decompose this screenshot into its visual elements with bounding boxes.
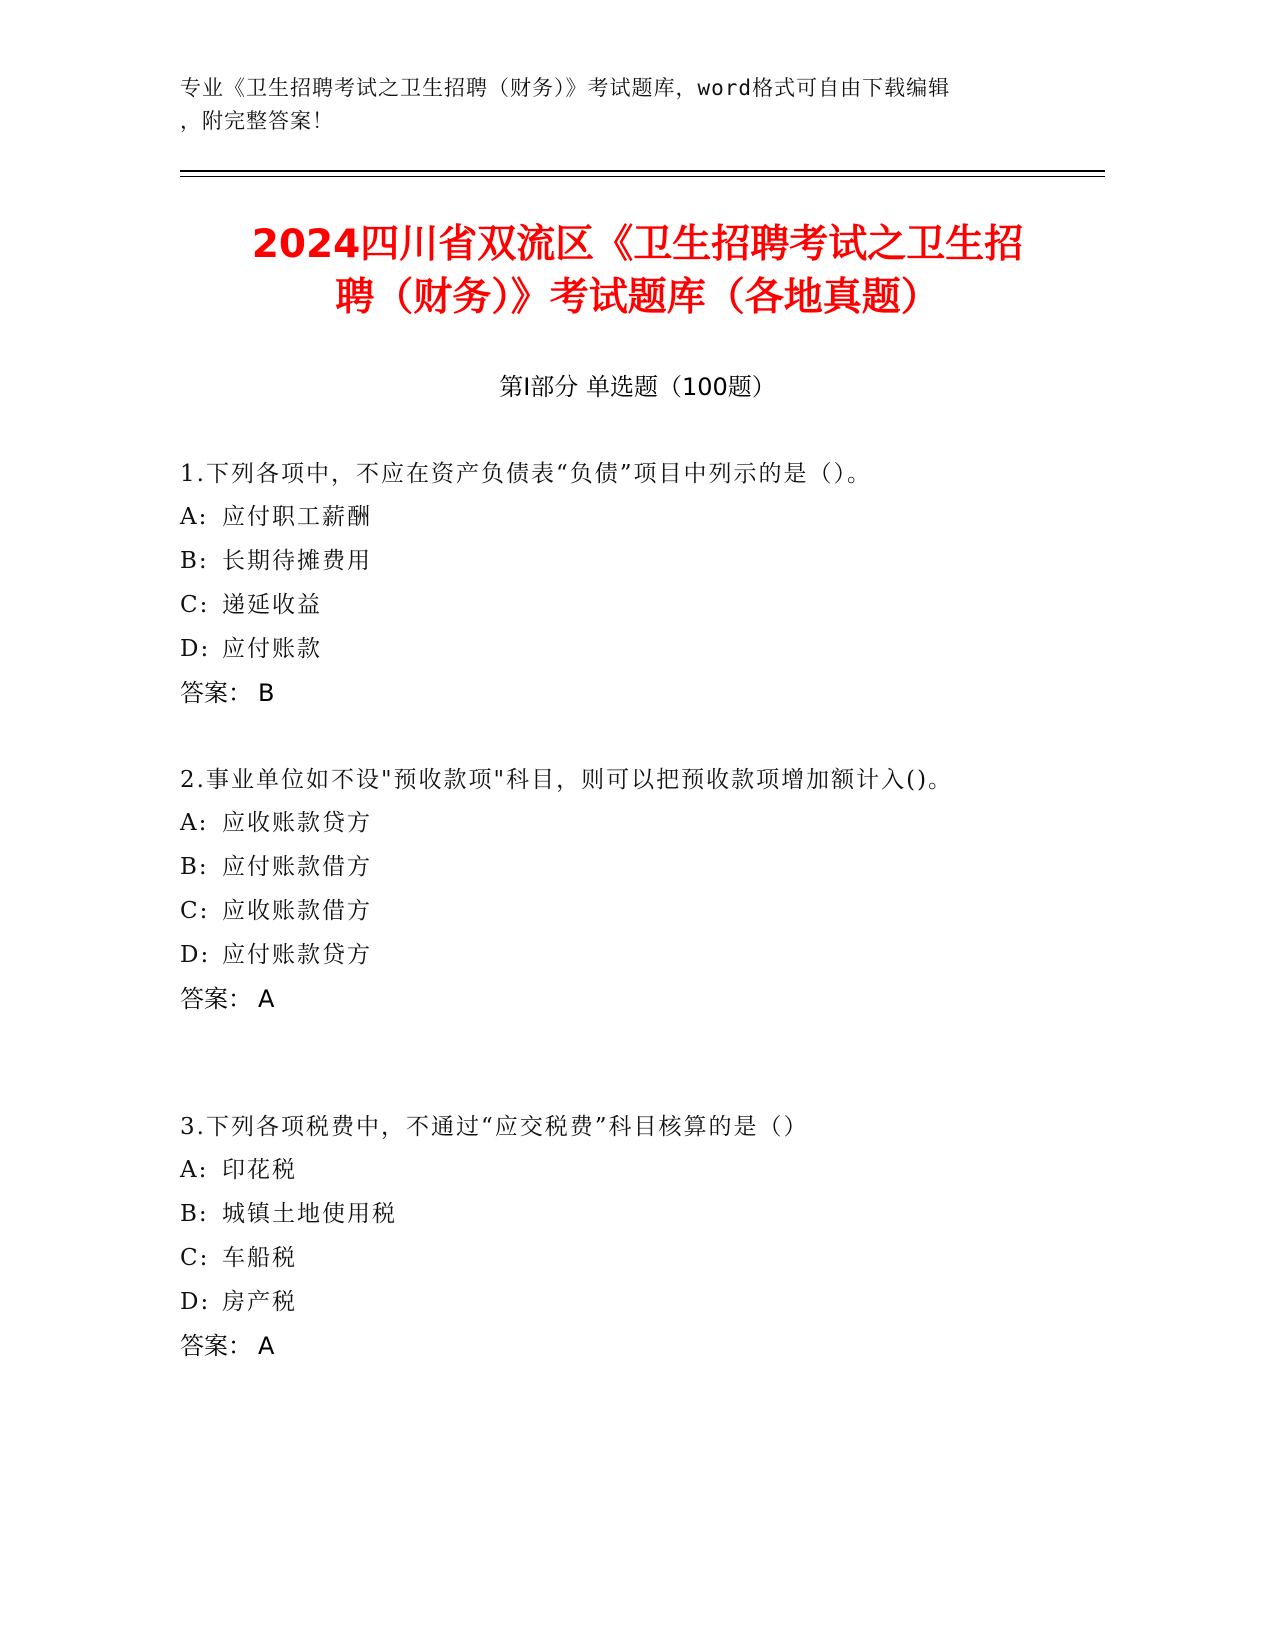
option-letter: D: (180, 942, 211, 968)
header-note-line-1: 专业《卫生招聘考试之卫生招聘（财务）》考试题库，word格式可自由下载编辑 (180, 76, 951, 100)
header-note-line-2: ，附完整答案！ (180, 109, 334, 133)
question-stem: 2.事业单位如不设"预收款项"科目，则可以把预收款项增加额计入()。 (180, 767, 954, 793)
option-letter: B: (180, 1201, 209, 1227)
option-a (180, 1153, 1080, 1197)
header-divider-thin (180, 176, 1105, 177)
option-text: 应收账款借方 (222, 898, 372, 924)
document-title-line-1: 2024四川省双流区《卫生招聘考试之卫生招 (251, 222, 1024, 267)
option-letter: A: (180, 810, 209, 836)
answer-label: 答案： (180, 985, 252, 1013)
option-c (180, 894, 1080, 938)
header-divider-thick (180, 170, 1105, 172)
option-text: 递延收益 (222, 592, 322, 618)
option-text: 应付账款贷方 (222, 942, 372, 968)
answer-label: 答案： (180, 1332, 252, 1360)
answer-label: 答案： (180, 679, 252, 707)
option-b (180, 850, 1080, 894)
option-letter: D: (180, 636, 211, 662)
option-b (180, 1197, 1080, 1241)
header-note (180, 72, 1060, 138)
option-letter: A: (180, 504, 209, 530)
question-stem: 1.下列各项中，不应在资产负债表“负债”项目中列示的是（）。 (180, 461, 872, 487)
option-d (180, 1285, 1080, 1329)
answer-line (180, 1329, 1080, 1373)
option-letter: A: (180, 1157, 209, 1183)
option-letter: C: (180, 898, 210, 924)
answer-value: A (258, 985, 275, 1013)
option-text: 应收账款贷方 (222, 810, 372, 836)
option-c (180, 588, 1080, 632)
answer-line (180, 676, 1080, 720)
option-letter: C: (180, 1245, 210, 1271)
option-text: 应付职工薪酬 (222, 504, 372, 530)
option-d (180, 938, 1080, 982)
option-text: 印花税 (222, 1157, 297, 1183)
option-text: 车船税 (222, 1245, 297, 1271)
option-a (180, 500, 1080, 544)
option-text: 应付账款 (222, 636, 322, 662)
document-title (140, 218, 1135, 324)
option-d (180, 632, 1080, 676)
answer-value: A (258, 1332, 275, 1360)
question-3 (180, 1110, 1080, 1373)
option-letter: D: (180, 1289, 211, 1315)
option-letter: B: (180, 854, 209, 880)
option-c (180, 1241, 1080, 1285)
answer-value: B (258, 679, 275, 707)
option-text: 房产税 (222, 1289, 297, 1315)
section-heading: 第I部分 单选题（100题） (499, 373, 776, 401)
option-letter: C: (180, 592, 210, 618)
document-title-line-2: 聘（财务）》考试题库（各地真题） (335, 275, 940, 320)
option-a (180, 806, 1080, 850)
option-b (180, 544, 1080, 588)
question-stem: 3.下列各项税费中，不通过“应交税费”科目核算的是（） (180, 1114, 809, 1140)
answer-line (180, 982, 1080, 1026)
option-text: 长期待摊费用 (222, 548, 372, 574)
option-text: 城镇土地使用税 (222, 1201, 397, 1227)
option-text: 应付账款借方 (222, 854, 372, 880)
question-1 (180, 457, 1080, 720)
question-2 (180, 763, 1080, 1026)
option-letter: B: (180, 548, 209, 574)
